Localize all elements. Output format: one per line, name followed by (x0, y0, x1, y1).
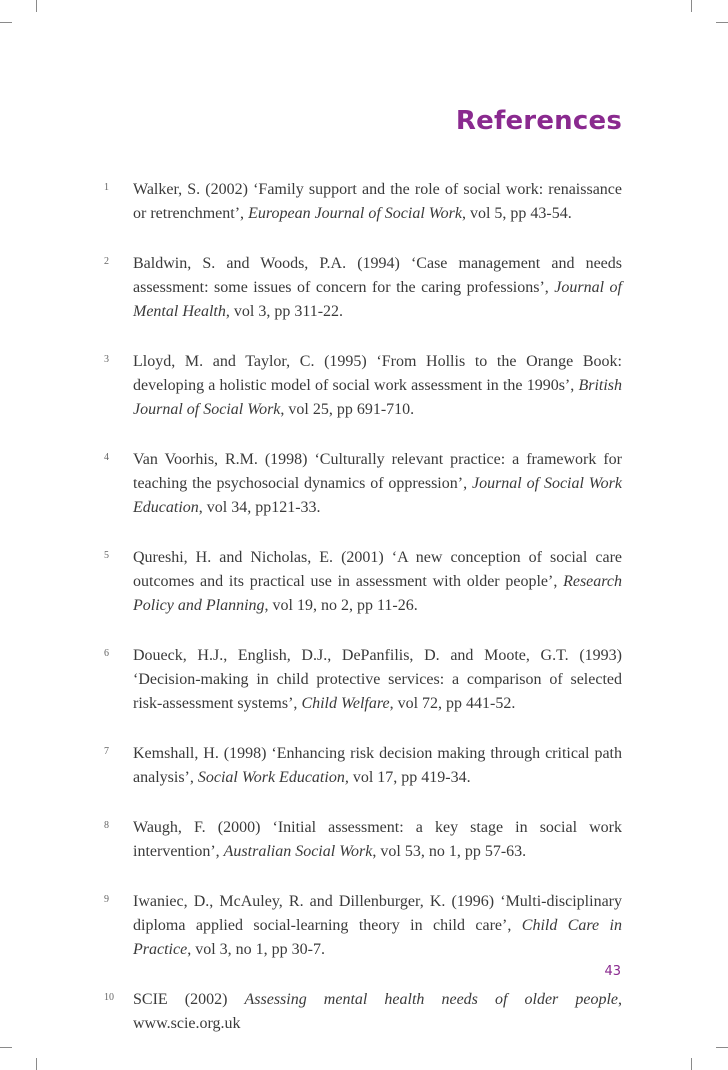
reference-citation: Van Voorhis, R.M. (1998) ‘Culturally relevant practice: a framework for teaching the psychosocial dynamics of oppression’, (133, 451, 622, 492)
reference-text (133, 252, 622, 324)
reference-list (104, 178, 622, 1062)
reference-item (104, 252, 622, 324)
reference-source: Australian Social Work (223, 843, 373, 860)
reference-details: , vol 34, pp121-33. (198, 499, 321, 516)
reference-text (133, 644, 622, 716)
reference-citation: Lloyd, M. and Taylor, C. (1995) ‘From Hollis to the Orange Book: developing a holistic model of social work assessment in the 1990s’, (133, 353, 622, 394)
reference-citation: Baldwin, S. and Woods, P.A. (1994) ‘Case management and needs assessment: some issues of concern for the caring professions’, (133, 255, 622, 296)
reference-source: Child Welfare (301, 695, 390, 712)
reference-number: 1 (104, 182, 109, 193)
reference-number: 2 (104, 256, 109, 267)
reference-item (104, 644, 622, 716)
reference-item (104, 350, 622, 422)
reference-citation: SCIE (2002) (133, 991, 245, 1008)
reference-details: vol 17, pp 419-34. (348, 769, 471, 786)
reference-text (133, 890, 622, 962)
reference-details: , vol 3, no 1, pp 30-7. (187, 941, 325, 958)
reference-citation: Kemshall, H. (1998) ‘Enhancing risk decision making through critical path analysis’, (133, 745, 622, 786)
reference-source: European Journal of Social Work (248, 205, 462, 222)
reference-details: , vol 3, pp 311-22. (225, 303, 344, 320)
reference-item (104, 816, 622, 864)
reference-citation: Iwaniec, D., McAuley, R. and Dillenburger, K. (1996) ‘Multi-disciplinary diploma applied social-learning theory in child care’, (133, 893, 622, 934)
reference-text (133, 988, 622, 1036)
reference-text (133, 742, 622, 790)
crop-mark-bottom-left-v (36, 1058, 37, 1070)
reference-source: Assessing mental health needs of older people (244, 991, 619, 1008)
crop-mark-top-right-v (691, 0, 692, 12)
reference-citation: Walker, S. (2002) ‘Family support and the role of social work: renaissance or retrenchment’, (133, 181, 622, 222)
crop-mark-bottom-right-v (691, 1058, 692, 1070)
reference-citation: Doueck, H.J., English, D.J., DePanfilis, D. and Moote, G.T. (1993) ‘Decision-making in child protective services: a comparison of selected risk-assessment systems’, (133, 647, 622, 712)
reference-source: Journal of Mental Health (133, 279, 623, 320)
page-number: 43 (604, 964, 621, 979)
reference-number: 6 (104, 648, 109, 659)
reference-source: Social Work Education, (197, 769, 349, 786)
reference-citation: Qureshi, H. and Nicholas, E. (2001) ‘A new conception of social care outcomes and its practical use in assessment with older people’, (133, 549, 622, 590)
reference-number: 5 (104, 550, 109, 561)
reference-item (104, 178, 622, 226)
reference-item (104, 546, 622, 618)
reference-item (104, 988, 622, 1036)
crop-mark-bottom-left-h (0, 1047, 12, 1048)
reference-source: Research Policy and Planning (133, 573, 622, 614)
reference-number: 10 (104, 992, 114, 1003)
crop-mark-top-right-h (716, 22, 728, 23)
reference-citation: Waugh, F. (2000) ‘Initial assessment: a key stage in social work intervention’, (133, 819, 622, 860)
reference-source: Journal of Social Work Education (133, 475, 622, 516)
crop-mark-top-left-h (0, 22, 12, 23)
crop-mark-top-left-v (36, 0, 37, 12)
reference-source: Child Care in Practice (133, 917, 623, 958)
crop-mark-bottom-right-h (716, 1047, 728, 1048)
reference-details: , www.scie.org.uk (133, 991, 623, 1032)
reference-text (133, 546, 622, 618)
reference-details: , vol 72, pp 441-52. (389, 695, 516, 712)
reference-source: British Journal of Social Work (133, 377, 622, 418)
page-title: References (455, 106, 622, 136)
reference-text (133, 448, 622, 520)
reference-number: 8 (104, 820, 109, 831)
reference-number: 7 (104, 746, 109, 757)
reference-details: , vol 25, pp 691-710. (280, 401, 415, 418)
reference-text (133, 178, 622, 226)
reference-item (104, 742, 622, 790)
reference-number: 9 (104, 894, 109, 905)
reference-item (104, 890, 622, 962)
reference-text (133, 350, 622, 422)
reference-details: , vol 53, no 1, pp 57-63. (372, 843, 527, 860)
reference-item (104, 448, 622, 520)
reference-number: 3 (104, 354, 109, 365)
reference-details: , vol 19, no 2, pp 11-26. (264, 597, 418, 614)
reference-details: , vol 5, pp 43-54. (461, 205, 572, 222)
reference-number: 4 (104, 452, 109, 463)
reference-text (133, 816, 622, 864)
